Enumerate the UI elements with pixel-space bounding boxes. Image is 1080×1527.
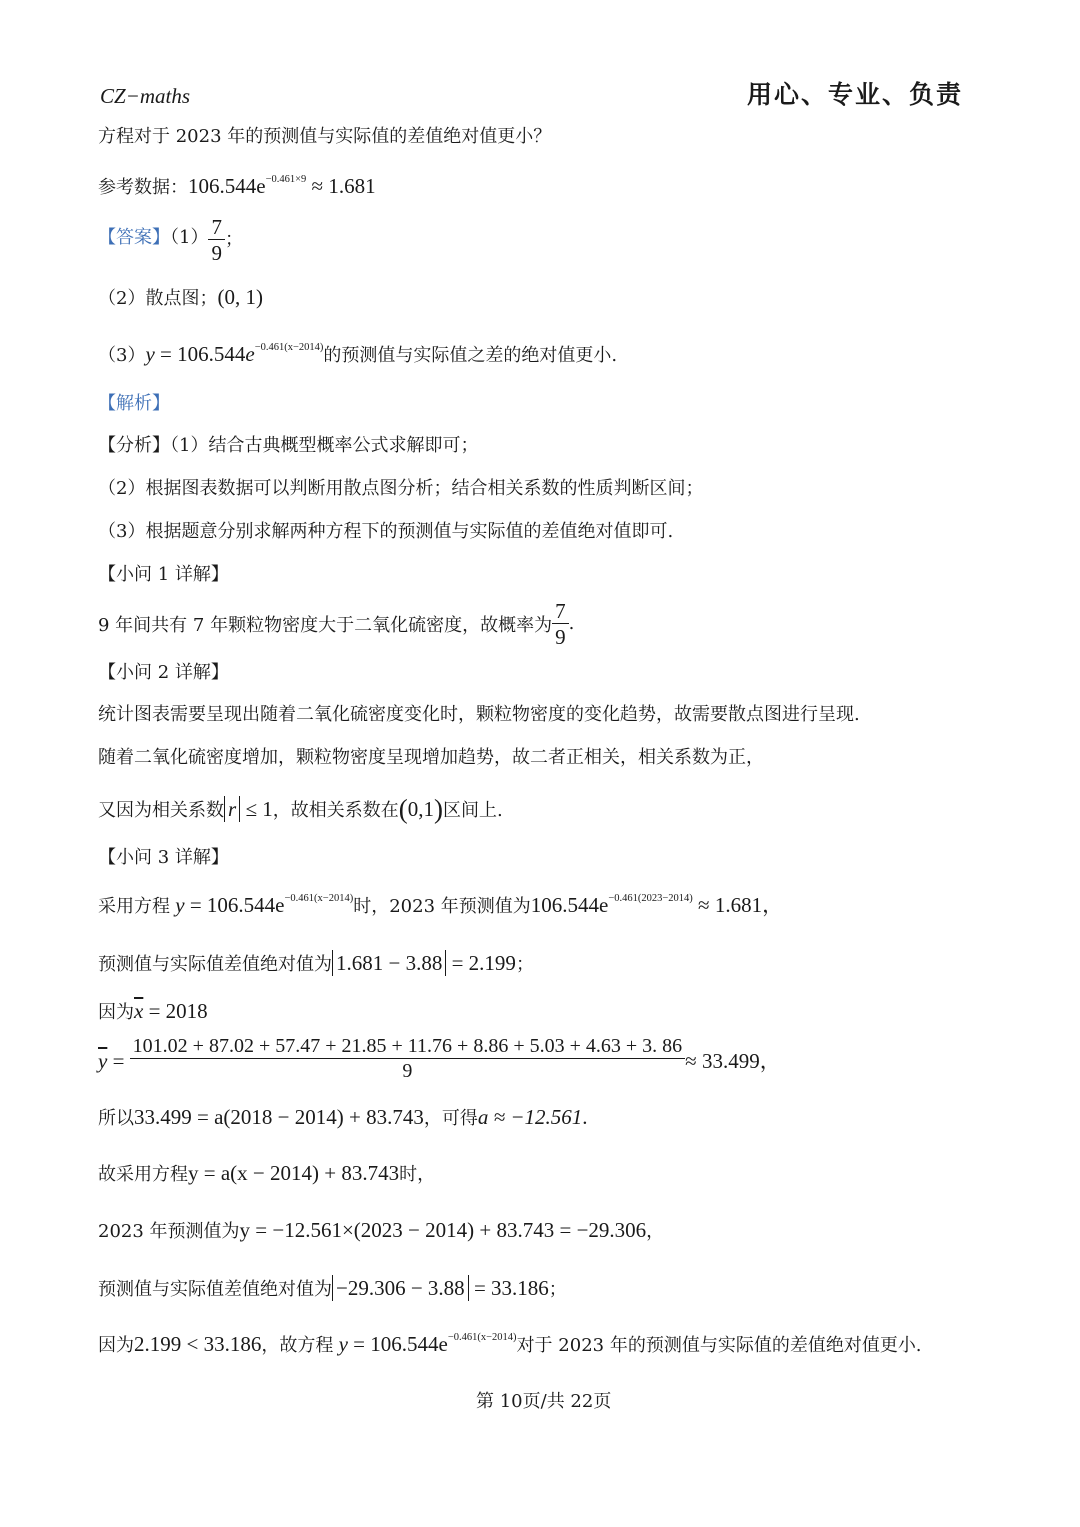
q3-conclusion: 因为2.199 < 33.186，故方程 $y = 106.544e^{-0.461(x-2014)}$对于 2023 年的预测值与实际值的差值绝对值更小. — [98, 1332, 922, 1356]
page-footer: 第 10页/共 22页 — [476, 1391, 612, 1412]
answer-3: $(3)y = 106.544e^{-0.461(x-2014)}$的预测值与实际值之差的绝对值更小. — [98, 342, 618, 366]
q2-heading: 【小问 2 详解】 — [98, 662, 229, 683]
q3-heading: 【小问 3 详解】 — [98, 847, 229, 868]
answer-tag: 【答案】 — [98, 227, 170, 249]
question-tail: 方程对于 2023 年的预测值与实际值的差值绝对值更小？ — [98, 126, 552, 147]
analysis-2: （2）根据图表数据可以判断用散点图分析；结合相关系数的性质判断区间； — [98, 478, 704, 499]
ybar-formula: $\overline{y}$ = 101.02 + 87.02 + 57.47 + 21.85 + 11.76 + 8.86 + 5.03 + 4.63 + 3. 86 9 ≈ 33.499， — [98, 1035, 781, 1082]
q2-line-3: 又因为相关系数 r ≤ 1，故相关系数在(0,1)区间上. — [98, 794, 503, 824]
q3-line-5: 所以33.499 = a(2018 − 2014) + 83.743，可得a ≈ −12.561. — [98, 1105, 588, 1129]
q1-text: 9 年间共有 7 年颗粒物密度大于二氧化硫密度，故概率为 $\frac{7}{9}$ . — [98, 599, 575, 650]
q1-fraction: $\frac{7}{9}$ — [552, 600, 569, 648]
q1-heading: 【小问 1 详解】 — [98, 564, 229, 585]
q3-line-1: 采用方程 $y = 106.544e^{-0.461(x-2014)}$时，2023 年预测值为$106.544e^{-0.461(2023-2014)} \approx 1.681$， — [98, 893, 784, 917]
answer-1: 【答案】（1） $\frac{7}{9}$ ； — [98, 215, 243, 266]
q2-line-1: 统计图表需要呈现出随着二氧化硫密度变化时，颗粒物密度的变化趋势，故需要散点图进行呈现. — [98, 704, 860, 725]
q3-line-8: 预测值与实际值差值绝对值为 −29.306 − 3.88 = 33.186； — [98, 1276, 567, 1300]
ybar-fraction: 101.02 + 87.02 + 57.47 + 21.85 + 11.76 + 8.86 + 5.03 + 4.63 + 3. 86 9 — [130, 1036, 686, 1082]
analysis-3: （3）根据题意分别求解两种方程下的预测值与实际值的差值绝对值即可. — [98, 521, 674, 542]
q3-line-2: 预测值与实际值差值绝对值为 1.681 − 3.88 = 2.199； — [98, 951, 534, 975]
q3-line-6: 故采用方程y = a(x − 2014) + 83.743时， — [98, 1161, 436, 1185]
reference-data: 参考数据：$106.544e^{-0.461\times 9} \approx 1.681$ — [98, 174, 376, 198]
analysis-1: 【分析】（1）结合古典概型概率公式求解即可； — [98, 435, 479, 456]
header-right: 用心、专业、负责 — [747, 80, 964, 109]
answer-fraction: $\frac{7}{9}$ — [208, 216, 225, 264]
analysis-tag: 【解析】 — [98, 393, 170, 414]
q3-line-3: 因为$\overline{x} = 2018$ — [98, 999, 208, 1023]
header-left: CZ−maths — [100, 84, 191, 108]
q3-line-7: 2023 年预测值为y = −12.561×(2023 − 2014) + 83.743 = −29.306， — [98, 1218, 665, 1242]
q2-line-2: 随着二氧化硫密度增加，颗粒物密度呈现增加趋势，故二者正相关，相关系数为正， — [98, 747, 764, 768]
answer-2: （2）散点图；(0, 1) — [98, 285, 263, 309]
